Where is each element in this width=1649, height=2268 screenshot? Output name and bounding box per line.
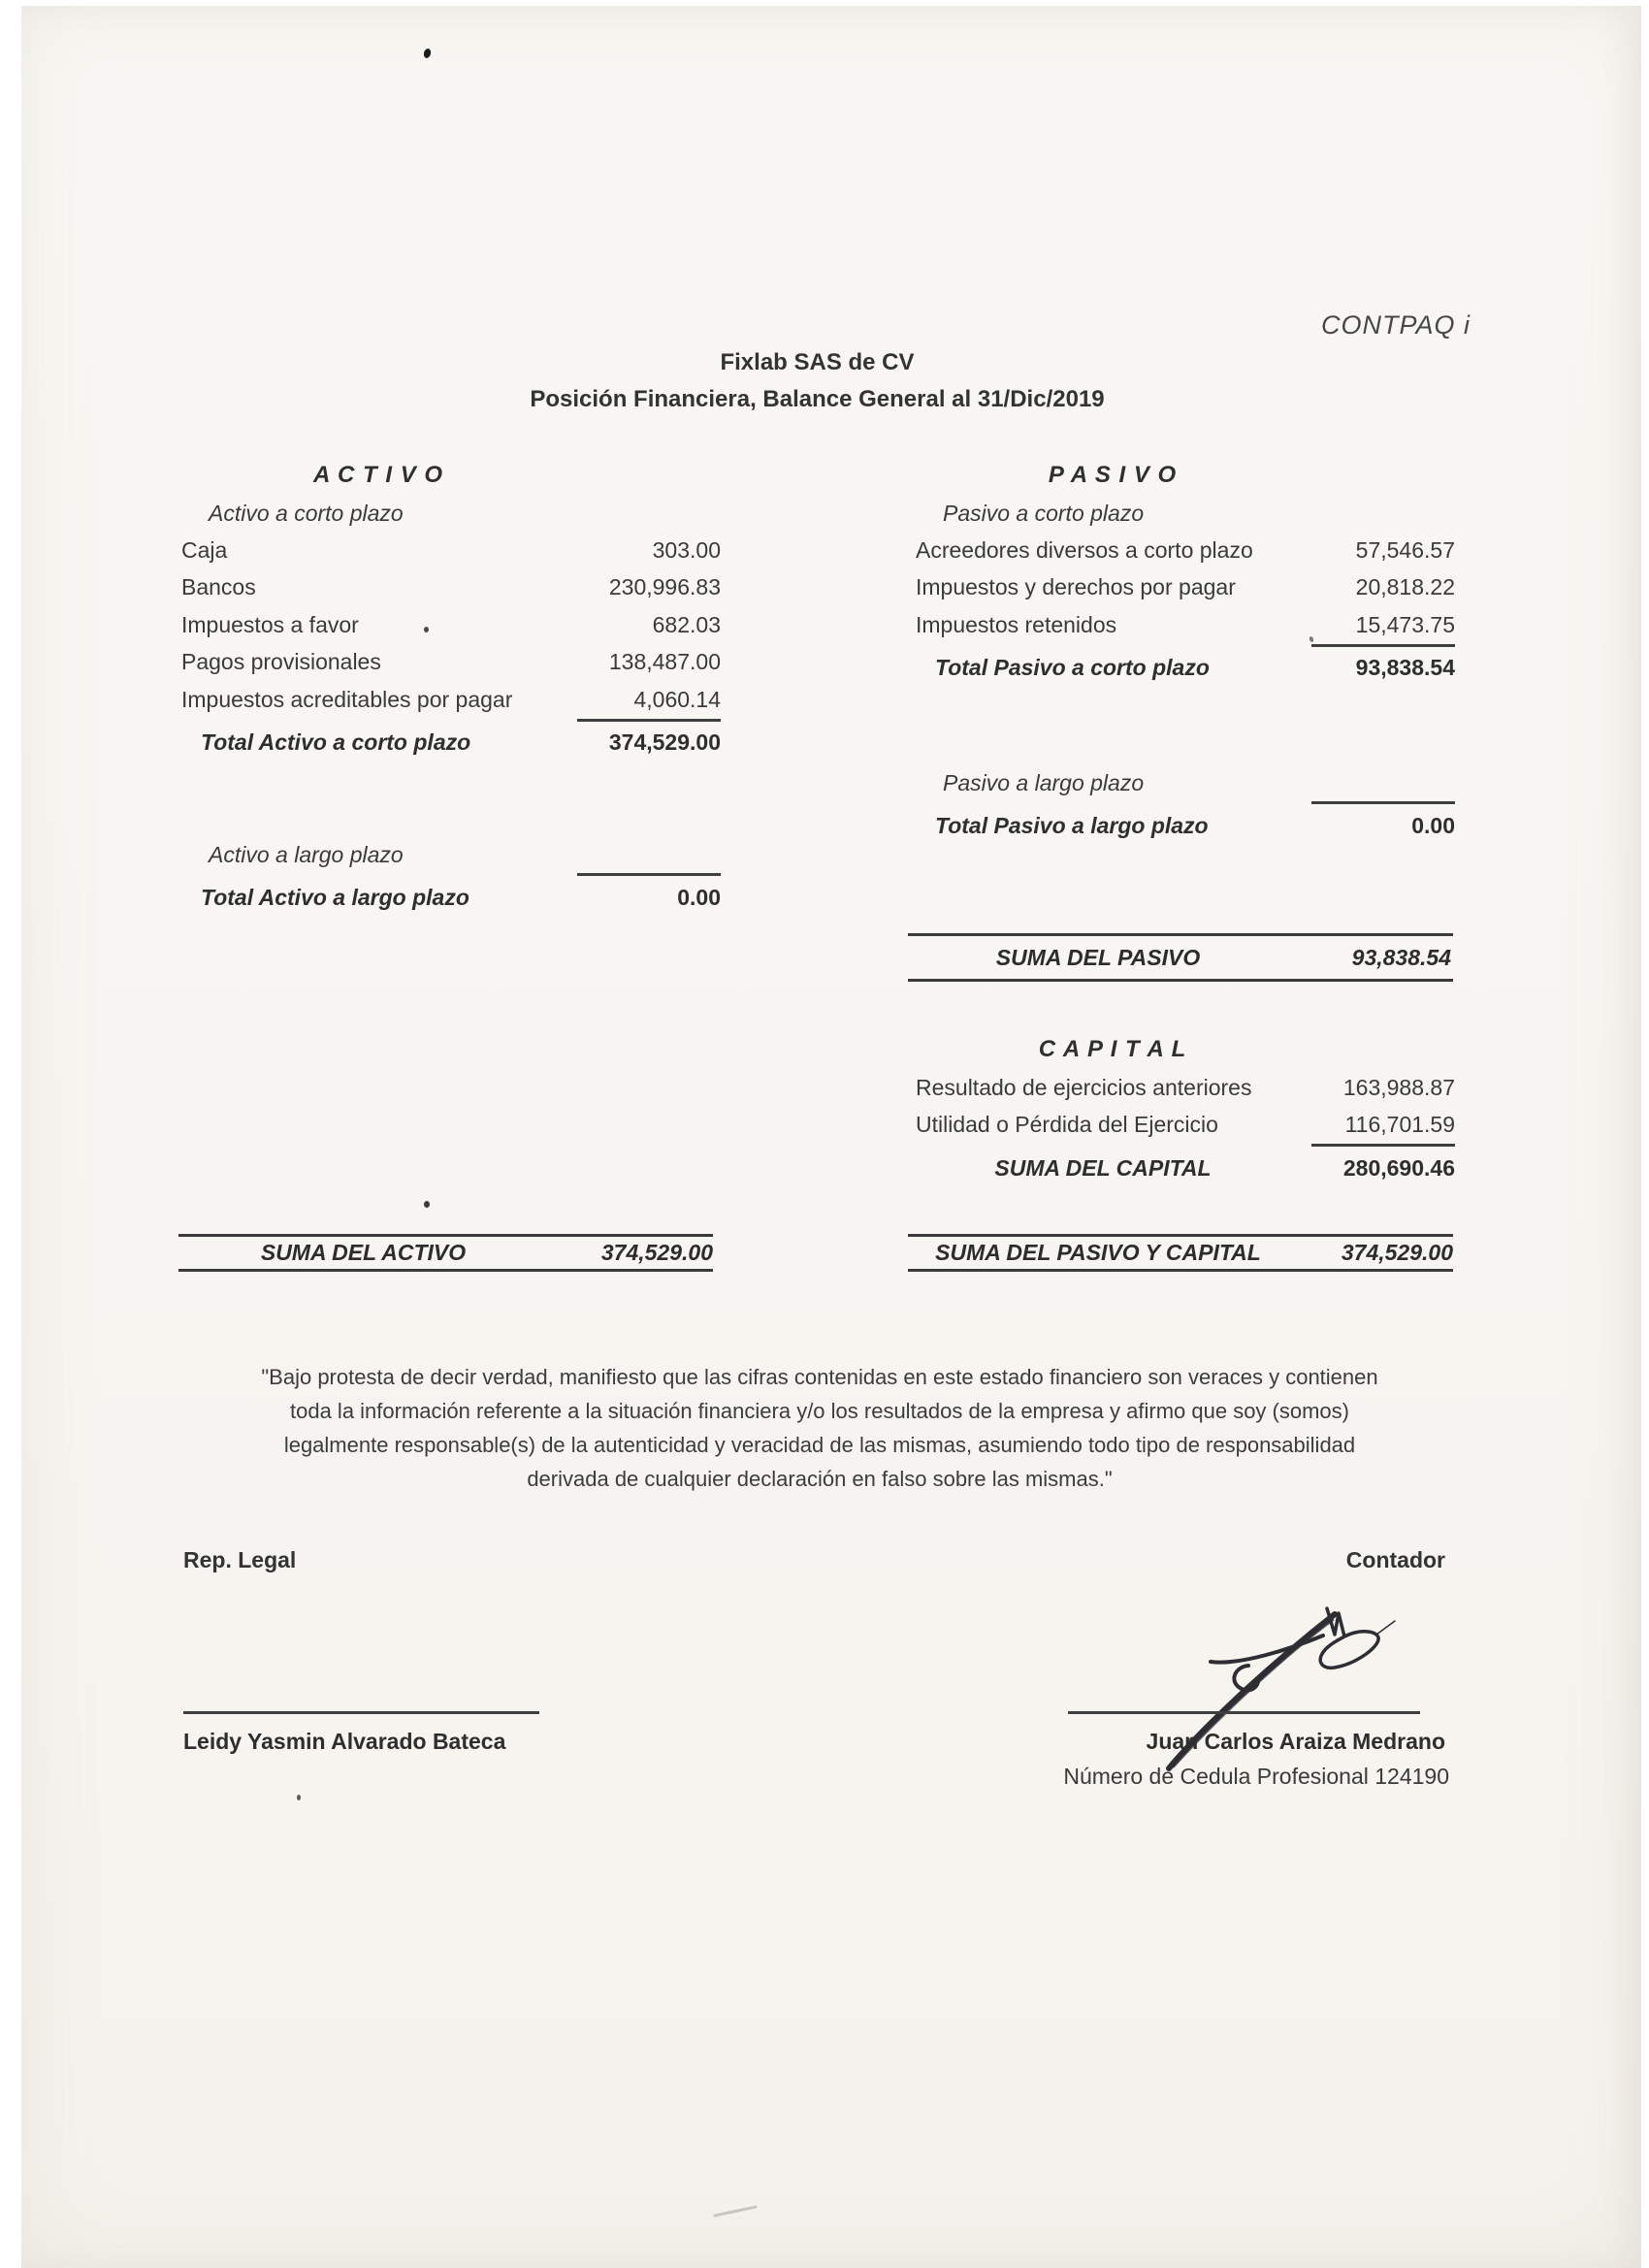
- account-label: Utilidad o Pérdida del Ejercicio: [916, 1112, 1218, 1138]
- declaration-line: toda la información referente a la situación financiera y/o los resultados de la empresa y afirmo que soy (somos): [290, 1399, 1349, 1423]
- total-activo-largo-row: [181, 879, 721, 916]
- total-amount: 374,529.00: [608, 729, 721, 755]
- account-row: [181, 606, 721, 644]
- pasivo-largo-subheader: Pasivo a largo plazo: [943, 769, 1145, 795]
- total-amount: 0.00: [677, 884, 721, 910]
- suma-del-capital-row: [916, 1150, 1455, 1186]
- account-row: [181, 644, 721, 682]
- suma-del-pasivo-y-capital-row: [908, 1234, 1453, 1272]
- activo-largo-subheader: Activo a largo plazo: [209, 841, 404, 867]
- account-label: Impuestos retenidos: [916, 611, 1117, 637]
- total-pasivo-largo-row: [916, 807, 1455, 844]
- account-amount: 303.00: [652, 536, 721, 563]
- total-label: Total Pasivo a corto plazo: [935, 655, 1210, 680]
- account-label: Impuestos a favor: [181, 611, 359, 637]
- account-label: Caja: [181, 536, 228, 563]
- account-amount: 20,818.22: [1355, 574, 1455, 600]
- total-pasivo-corto-row: [916, 650, 1455, 687]
- account-label: Impuestos y derechos por pagar: [916, 574, 1236, 600]
- pasivo-corto-rows: [916, 532, 1455, 644]
- capital-header: C A P I T A L: [1038, 1036, 1187, 1062]
- company-name: Fixlab SAS de CV: [720, 349, 915, 375]
- account-amount: 138,487.00: [608, 649, 721, 675]
- pasivo-corto-subheader: Pasivo a corto plazo: [943, 500, 1145, 526]
- capital-rows: [916, 1069, 1455, 1144]
- pasivo-section: [916, 456, 1455, 687]
- suma-label: SUMA DEL ACTIVO: [260, 1240, 467, 1265]
- total-label: Total Activo a largo plazo: [201, 884, 469, 910]
- account-label: Impuestos acreditables por pagar: [181, 686, 513, 712]
- accountant-credential: Número de Cedula Profesional 124190: [1063, 1764, 1449, 1789]
- declaration-line: "Bajo protesta de decir verdad, manifiesto que las cifras contenidas en este estado financiero son veraces y contienen: [261, 1365, 1378, 1389]
- report-title: Posición Financiera, Balance General al 31/Dic/2019: [530, 386, 1105, 412]
- account-row: [181, 569, 721, 607]
- sworn-declaration: [175, 1360, 1465, 1496]
- signature-line-legal-rep: [183, 1711, 539, 1714]
- account-label: Bancos: [181, 574, 256, 600]
- activo-corto-rows: [181, 532, 721, 719]
- total-label: Total Activo a corto plazo: [201, 729, 471, 755]
- account-amount: 15,473.75: [1355, 611, 1455, 637]
- account-row: [916, 606, 1455, 644]
- suma-del-activo-row: [178, 1234, 713, 1272]
- account-row: [916, 532, 1455, 569]
- accountant-role-label: Contador: [1345, 1547, 1445, 1572]
- pasivo-header: P A S I V O: [1048, 462, 1178, 488]
- suma-amount: 93,838.54: [1351, 944, 1451, 970]
- legal-rep-role-label: Rep. Legal: [183, 1547, 297, 1572]
- declaration-line: derivada de cualquier declaración en falso sobre las mismas.": [527, 1467, 1113, 1491]
- account-amount: 116,701.59: [1344, 1112, 1455, 1138]
- suma-label: SUMA DEL PASIVO: [995, 944, 1201, 970]
- suma-label: SUMA DEL CAPITAL: [994, 1154, 1212, 1181]
- suma-amount: 374,529.00: [600, 1240, 713, 1265]
- account-row: [916, 1107, 1455, 1145]
- scan-speck: [297, 1795, 301, 1800]
- account-amount: 57,546.57: [1355, 536, 1455, 563]
- signature-line-accountant: [1068, 1711, 1420, 1714]
- activo-section: [181, 456, 721, 761]
- declaration-line: legalmente responsable(s) de la autenticidad y veracidad de las mismas, asumiendo todo tipo de responsabilidad: [283, 1433, 1356, 1457]
- accountant-name: Juan Carlos Araiza Medrano: [1146, 1729, 1445, 1754]
- account-amount: 163,988.87: [1342, 1074, 1455, 1100]
- account-amount: 682.03: [652, 611, 721, 637]
- total-amount: 0.00: [1411, 812, 1455, 838]
- suma-amount: 374,529.00: [1341, 1240, 1453, 1265]
- suma-amount: 280,690.46: [1342, 1154, 1455, 1181]
- account-amount: 230,996.83: [608, 574, 721, 600]
- capital-section: [916, 1030, 1455, 1186]
- account-row: [181, 681, 721, 719]
- suma-del-pasivo-row: [908, 933, 1453, 982]
- account-row: [181, 532, 721, 569]
- activo-largo-section: [181, 836, 721, 916]
- account-label: Acreedores diversos a corto plazo: [916, 536, 1253, 563]
- total-amount: 93,838.54: [1355, 655, 1455, 680]
- scan-speck: [424, 1201, 430, 1208]
- account-row: [916, 1069, 1455, 1107]
- total-activo-corto-row: [181, 725, 721, 761]
- legal-rep-name: Leidy Yasmin Alvarado Bateca: [183, 1729, 506, 1754]
- pasivo-largo-section: [916, 764, 1455, 844]
- suma-label: SUMA DEL PASIVO Y CAPITAL: [935, 1240, 1261, 1265]
- account-row: [916, 569, 1455, 607]
- total-label: Total Pasivo a largo plazo: [935, 812, 1209, 838]
- activo-header: A C T I V O: [312, 462, 444, 488]
- contpaq-brand-mark: CONTPAQ i: [1321, 310, 1471, 340]
- account-label: Pagos provisionales: [181, 649, 381, 675]
- activo-corto-subheader: Activo a corto plazo: [209, 500, 404, 526]
- account-label: Resultado de ejercicios anteriores: [916, 1074, 1252, 1100]
- account-amount: 4,060.14: [633, 686, 721, 712]
